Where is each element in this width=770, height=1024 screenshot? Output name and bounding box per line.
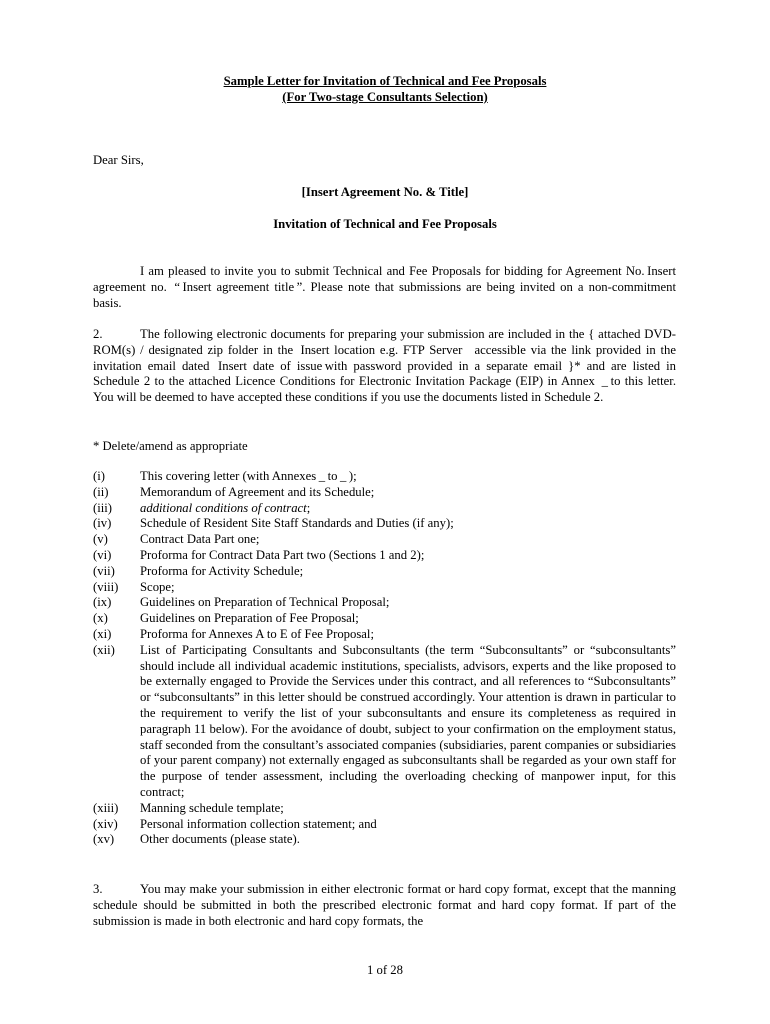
page-number: 1 of 28: [367, 963, 403, 977]
list-item-number: (xiv): [93, 816, 118, 831]
list-item: [93, 832, 676, 848]
paragraph-2-number: 2.: [93, 327, 103, 341]
list-item-text: Other documents (please state).: [140, 832, 300, 847]
list-item-number: (i): [93, 469, 105, 483]
list-item-text: Proforma for Contract Data Part two (Sections 1 and 2);: [140, 547, 425, 562]
list-item: [93, 501, 676, 517]
list-item: [93, 564, 676, 580]
list-item: [93, 516, 676, 532]
list-item-number: (ix): [93, 595, 112, 610]
list-item-number: (xi): [93, 626, 112, 641]
list-item-number: (xiii): [93, 800, 119, 815]
paragraph-2-text: The following electronic documents for preparing your submission are included in the { attached DVD-ROM(s) / designated zip folder in the Insert location e.g. FTP Server accessible via the link provided in the invitation email dated Insert date of issue with password provided in a separate email }* and are listed in Schedule 2 to the attached Licence Conditions for Electronic Invitation Package (EIP) in Annex _ to this letter. You will be deemed to have accepted these conditions if you use the documents listed in Schedule 2.: [93, 327, 676, 405]
list-item-text: Proforma for Annexes A to E of Fee Proposal;: [140, 626, 374, 641]
list-item-text: Proforma for Activity Schedule;: [140, 563, 304, 578]
list-item: [93, 580, 676, 596]
list-item: [93, 595, 676, 611]
paragraph-2: [93, 327, 676, 406]
list-item: [93, 627, 676, 643]
list-item: [93, 817, 676, 833]
list-item-text: Contract Data Part one;: [140, 532, 260, 547]
list-item-text: Personal information collection statement; and: [140, 816, 377, 831]
list-item-number: (xv): [93, 832, 115, 847]
list-item-text: Schedule of Resident Site Staff Standards and Duties (if any);: [140, 516, 454, 531]
paragraph-1-text: I am pleased to invite you to submit Technical and Fee Proposals for bidding for Agreement No. Insert agreement no. “ Insert agreement title ”. Please note that submissions are being invited on a non-commitment basis.: [93, 264, 676, 310]
paragraph-3-number: 3.: [93, 882, 103, 896]
list-item-number: (iii): [93, 500, 113, 515]
list-item-text: Scope;: [140, 579, 175, 594]
list-item-text: Manning schedule template;: [140, 800, 284, 815]
list-item-italic-text: additional conditions of contract: [140, 500, 307, 515]
list-item: [93, 548, 676, 564]
list-item-suffix: ;: [306, 500, 311, 515]
list-item: [93, 801, 676, 817]
list-item-text: [140, 501, 676, 517]
list-item-text: Memorandum of Agreement and its Schedule;: [140, 484, 375, 499]
list-item-number: (vii): [93, 563, 115, 578]
salutation: Dear Sirs,: [93, 153, 144, 167]
delete-amend-note: * Delete/amend as appropriate: [93, 439, 248, 453]
list-item-number: (v): [93, 532, 108, 547]
list-item-number: (viii): [93, 579, 119, 594]
list-item: [93, 485, 676, 501]
agreement-heading: [Insert Agreement No. & Title]: [301, 185, 469, 199]
paragraph-1: [93, 264, 676, 311]
title-line-2: (For Two-stage Consultants Selection): [282, 90, 488, 104]
list-item: [93, 532, 676, 548]
list-item-text: List of Participating Consultants and Subconsultants (the term “Subconsultants” or “subconsultants” should include all individual academic institutions, specialists, advisors, experts and the like proposed to be externally engaged to Provide the Services under this contract, and all references to “Subconsultants” or “subconsultants” in this letter should be construed accordingly. Your attention is drawn in particular to the requirement to verify the list of your subconsultants and ensure its completeness as required in paragraph 11 below). For the avoidance of doubt, subject to your confirmation on the employment status, staff seconded from the consultant’s associated companies (subsidiaries, parent companies or subsidiaries of your parent company) not externally engaged as subconsultants shall be regarded as your own staff for the purpose of tender assessment, including the overloading checking of manpower input, for this contract;: [140, 642, 676, 799]
list-item-number: (x): [93, 611, 108, 626]
list-item: [93, 611, 676, 627]
list-item-number: (xii): [93, 642, 115, 657]
list-item: [93, 469, 676, 485]
paragraph-3-text: You may make your submission in either electronic format or hard copy format, except that the manning schedule should be submitted in both the prescribed electronic format and hard copy format. If part of the submission is made in both electronic and hard copy formats, the: [93, 882, 676, 928]
list-item-number: (iv): [93, 516, 112, 531]
list-item: [93, 643, 676, 801]
paragraph-3: [93, 882, 676, 929]
title-line-1: Sample Letter for Invitation of Technical and Fee Proposals: [223, 74, 547, 88]
list-item-text: Guidelines on Preparation of Fee Proposal;: [140, 611, 359, 626]
list-item-number: (ii): [93, 484, 109, 499]
documents-list: [93, 469, 676, 848]
subject-heading: Invitation of Technical and Fee Proposals: [273, 217, 497, 231]
list-item-text: Guidelines on Preparation of Technical Proposal;: [140, 595, 390, 610]
list-item-text: This covering letter (with Annexes _ to _ );: [140, 469, 357, 483]
list-item-number: (vi): [93, 547, 112, 562]
